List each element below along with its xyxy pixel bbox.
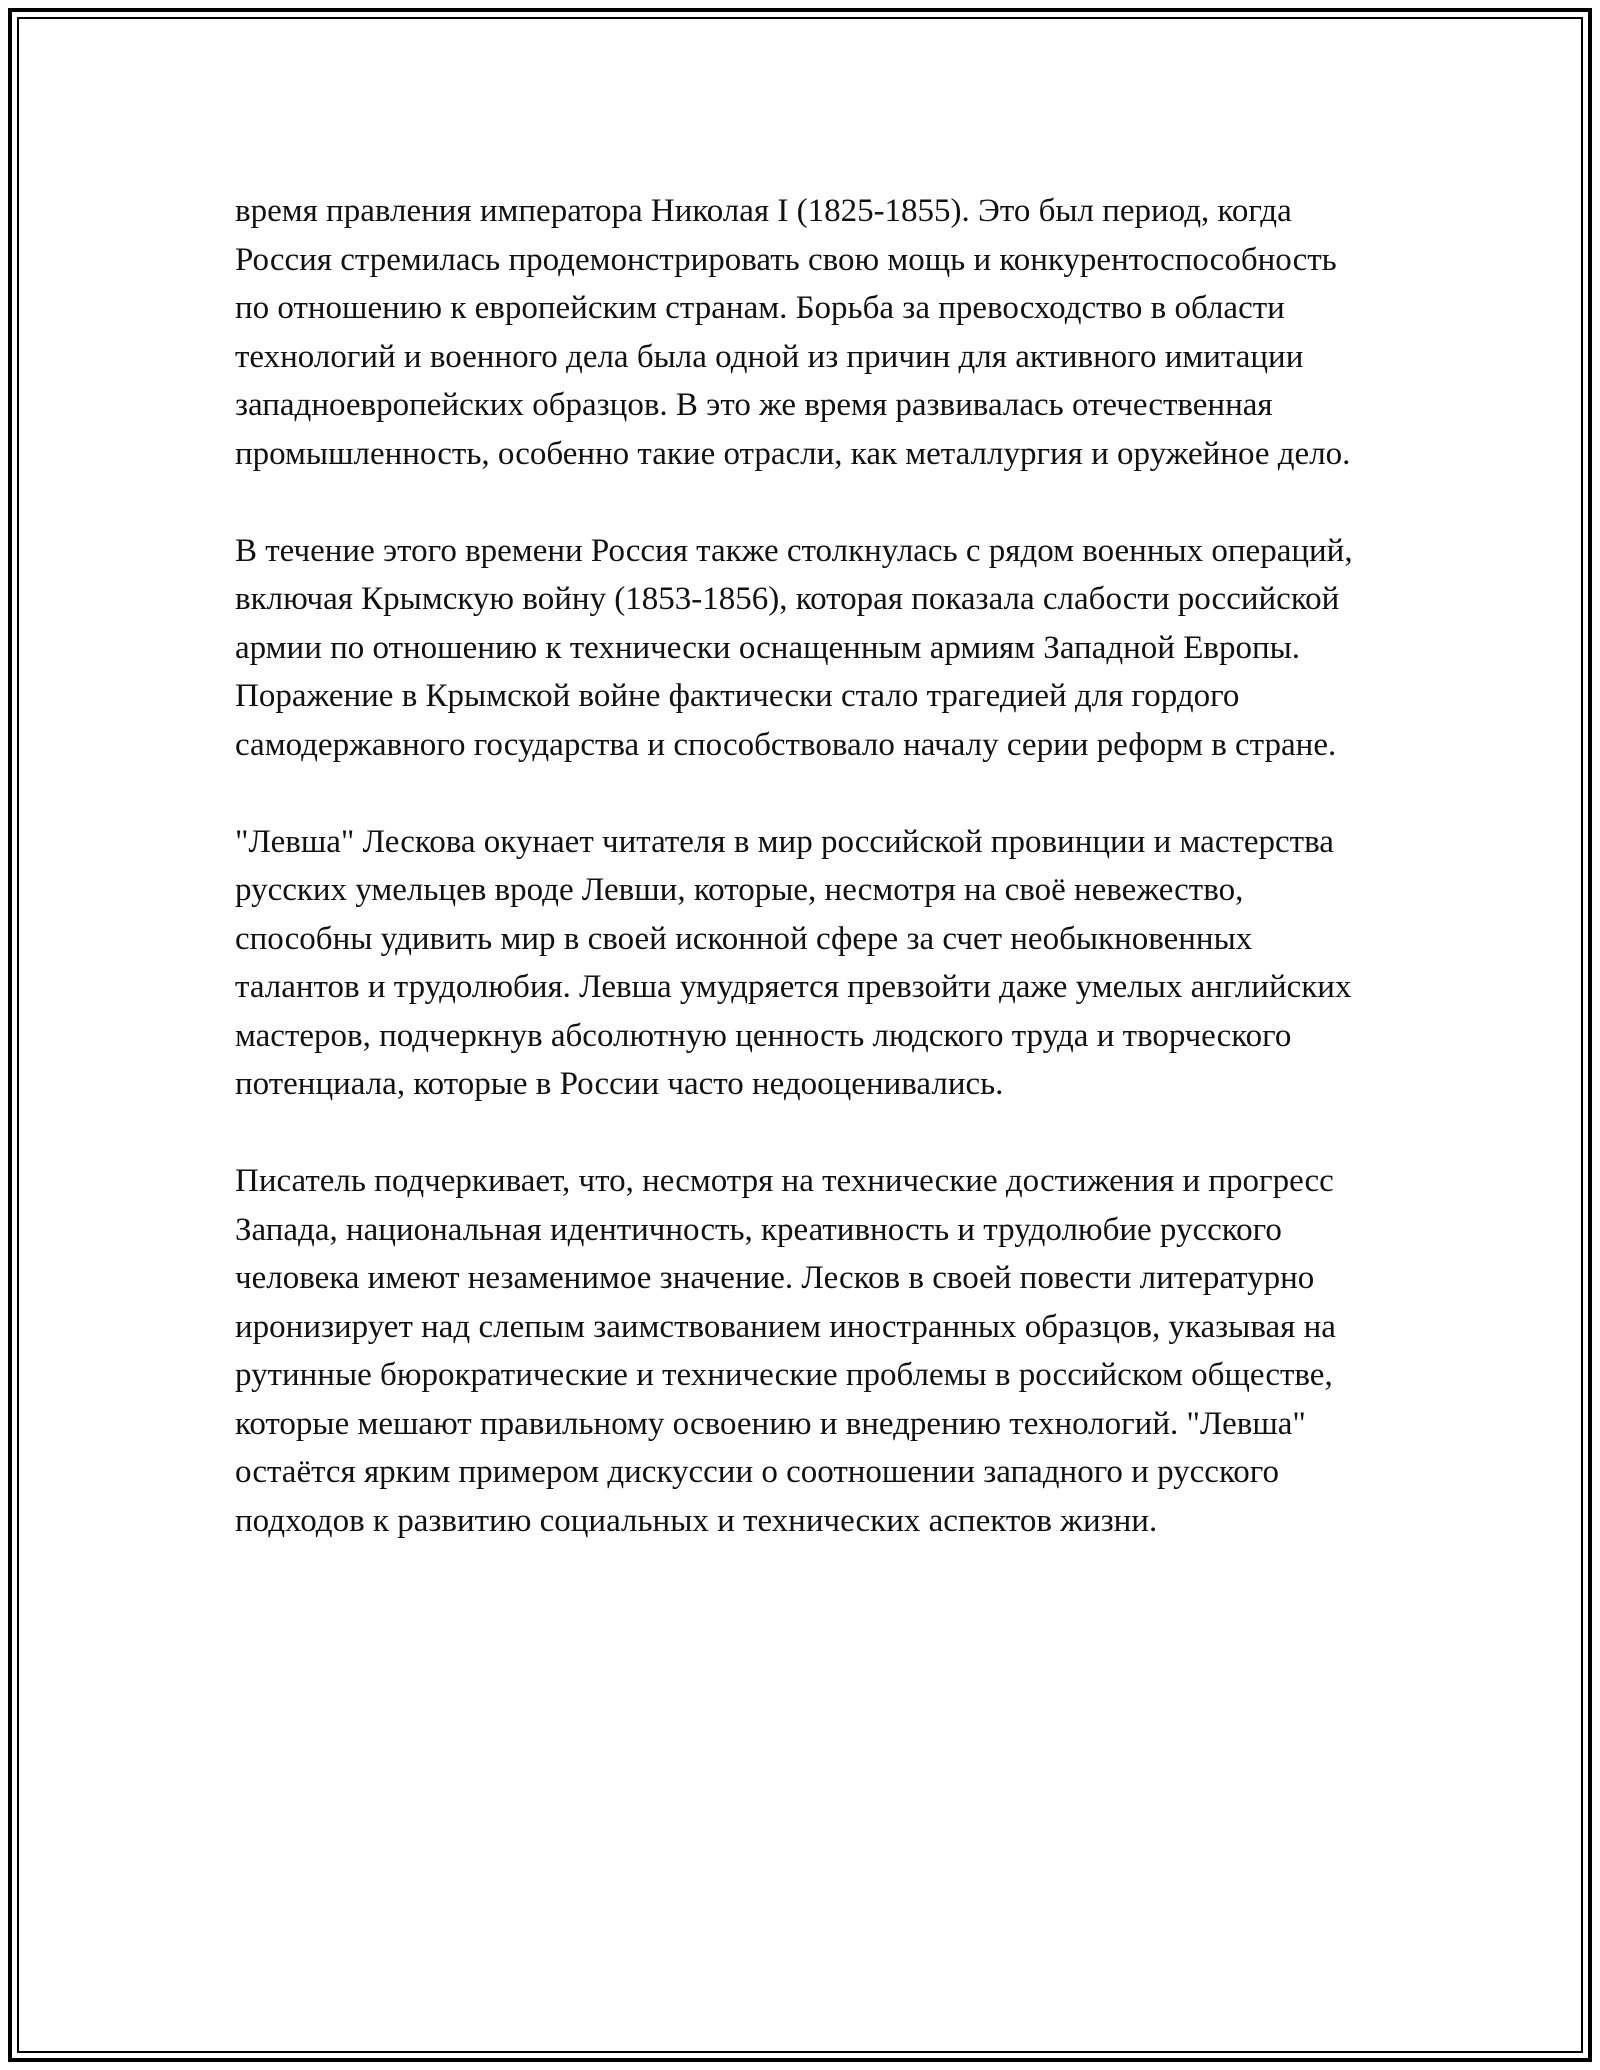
paragraph-2: В течение этого времени Россия также столкнулась с рядом военных операций, включая Крымскую войну (1853-1856), которая показала слабости российской армии по отношению к технически оснащенным армиям Западной Европы. Поражение в Крымской войне фактически стало трагедией для гордого самодержавного государства и способствовало началу серии реформ в стране. — [235, 532, 1353, 763]
document-body — [235, 187, 1365, 1594]
paragraph-1: время правления императора Николая I (1825-1855). Это был период, когда Россия стремилась продемонстрировать свою мощь и конкурентоспособность по отношению к европейским странам. Борьба за превосходство в области технологий и военного дела была одной из причин для активного имитации западноевропейских образцов. В это же время развивалась отечественная промышленность, особенно такие отрасли, как металлургия и оружейное дело. — [235, 193, 1351, 472]
paragraph-4: Писатель подчеркивает, что, несмотря на технические достижения и прогресс Запада, национальная идентичность, креативность и трудолюбие русского человека имеют незаменимое значение. Лесков в своей повести литературно иронизирует над слепым заимствованием иностранных образцов, указывая на рутинные бюрократические и технические проблемы в российском обществе, которые мешают правильному освоению и внедрению технологий. "Левша" остаётся ярким примером дискуссии о соотношении западного и русского подходов к развитию социальных и технических аспектов жизни. — [235, 1163, 1336, 1539]
paragraph-3: "Левша" Лескова окунает читателя в мир российской провинции и мастерства русских умельцев вроде Левши, которые, несмотря на своё невежество, способны удивить мир в своей исконной сфере за счет необыкновенных талантов и трудолюбия. Левша умудряется превзойти даже умелых английских мастеров, подчеркнув абсолютную ценность людского труда и творческого потенциала, которые в России часто недооценивались. — [235, 823, 1352, 1102]
